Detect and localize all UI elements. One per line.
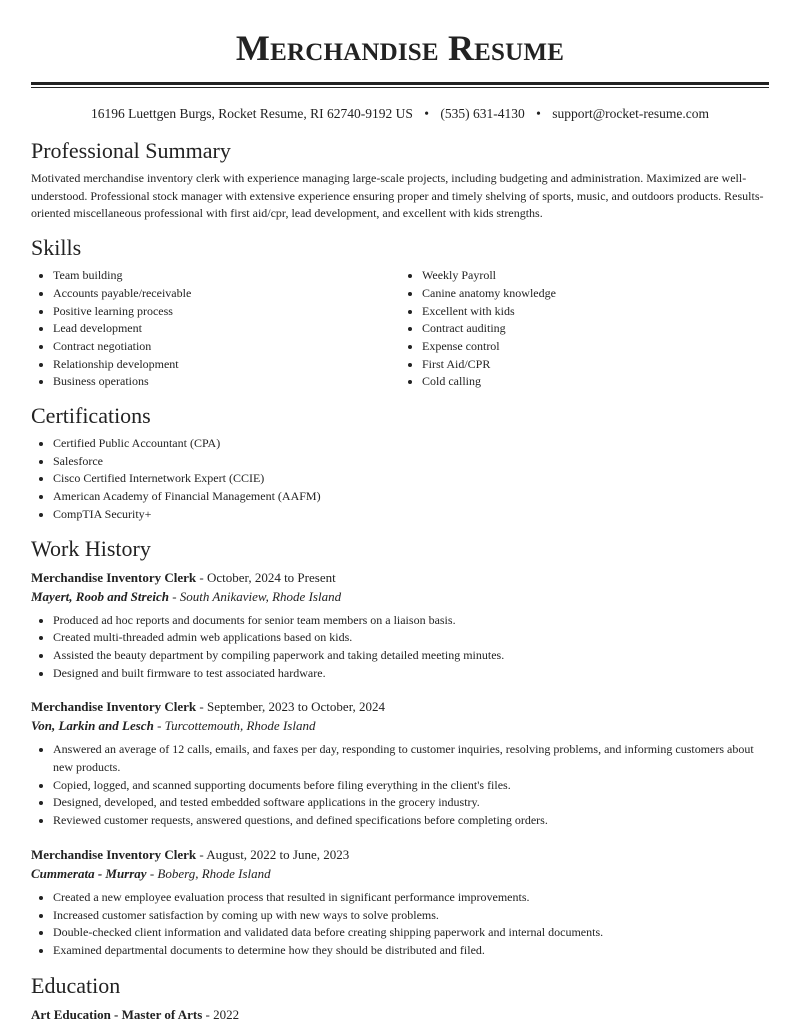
skills-heading: Skills bbox=[31, 235, 82, 261]
job-location: - South Anikaview, Rhode Island bbox=[168, 588, 342, 604]
job-bullet: • Created a new employee evaluation process that resulted in significant performance improvements. bbox=[53, 889, 769, 907]
skill-item: • First Aid/CPR bbox=[422, 356, 769, 374]
job-entry bbox=[31, 568, 769, 683]
job-bullet: • Produced ad hoc reports and documents for senior team members on a liaison basis. bbox=[53, 612, 769, 630]
resume-title: Merchandise Resume bbox=[235, 28, 565, 68]
job-bullet: • Increased customer satisfaction by coming up with new ways to solve problems. bbox=[53, 907, 769, 925]
job-header bbox=[31, 845, 769, 864]
skill-item: • Canine anatomy knowledge bbox=[422, 285, 769, 303]
certification-item: • Cisco Certified Internetwork Expert (CCIE) bbox=[53, 470, 769, 488]
job-company: Mayert, Roob and Streich bbox=[31, 588, 169, 604]
skills-columns bbox=[31, 267, 769, 391]
job-header bbox=[31, 568, 769, 587]
skill-item: • Lead development bbox=[53, 320, 400, 338]
skills-section bbox=[31, 234, 769, 391]
job-bullet: • Created multi-threaded admin web applications based on kids. bbox=[53, 629, 769, 647]
contact-separator: • bbox=[424, 106, 429, 121]
job-entry bbox=[31, 845, 769, 960]
work-history-heading: Work History bbox=[31, 535, 151, 561]
job-bullet: • Answered an average of 12 calls, emails, and faxes per day, responding to customer inquiries, resolving problems, and informing customers about new products. bbox=[53, 741, 769, 776]
job-dates: - October, 2024 to Present bbox=[196, 569, 336, 585]
job-title: Merchandise Inventory Clerk bbox=[31, 569, 197, 585]
job-company-line bbox=[31, 864, 769, 883]
skill-item: • Contract auditing bbox=[422, 320, 769, 338]
job-bullet: • Assisted the beauty department by compiling paperwork and taking detailed meeting minutes. bbox=[53, 647, 769, 665]
skill-item: • Business operations bbox=[53, 373, 400, 391]
job-bullet: • Designed, developed, and tested embedded software applications in the grocery industry. bbox=[53, 794, 769, 812]
certifications-heading: Certifications bbox=[31, 403, 151, 429]
job-company-line bbox=[31, 587, 769, 606]
job-bullet: • Copied, logged, and scanned supporting documents before filing everything in the client's files. bbox=[53, 777, 769, 795]
contact-line bbox=[31, 105, 769, 123]
job-dates: - August, 2022 to June, 2023 bbox=[196, 846, 350, 862]
certification-item: • Certified Public Accountant (CPA) bbox=[53, 435, 769, 453]
certifications-list bbox=[31, 435, 769, 524]
education-year: - 2022 bbox=[202, 1006, 240, 1022]
contact-email: support@rocket-resume.com bbox=[552, 106, 709, 121]
job-bullet: • Reviewed customer requests, answered questions, and defined specifications before completing orders. bbox=[53, 812, 769, 830]
skills-list-left bbox=[31, 267, 400, 391]
job-company-line bbox=[31, 716, 769, 735]
contact-address: 16196 Luettgen Burgs, Rocket Resume, RI 62740-9192 US bbox=[91, 106, 413, 121]
job-location: - Turcottemouth, Rhode Island bbox=[153, 718, 316, 734]
skill-item: • Positive learning process bbox=[53, 303, 400, 321]
resume-page bbox=[31, 0, 769, 1035]
skill-item: • Cold calling bbox=[422, 373, 769, 391]
certifications-section bbox=[31, 402, 769, 524]
job-bullets bbox=[31, 889, 769, 960]
education-section bbox=[31, 972, 769, 1024]
job-bullet: • Examined departmental documents to determine how they should be distributed and filed. bbox=[53, 942, 769, 960]
work-history-section bbox=[31, 535, 769, 960]
education-degree: Art Education - Master of Arts bbox=[31, 1006, 203, 1022]
job-entry bbox=[31, 697, 769, 830]
header-rule-thin bbox=[31, 87, 769, 88]
job-title: Merchandise Inventory Clerk bbox=[31, 699, 197, 715]
education-heading: Education bbox=[31, 972, 121, 998]
job-bullet: • Designed and built firmware to test associated hardware. bbox=[53, 665, 769, 683]
job-company: Von, Larkin and Lesch bbox=[31, 718, 154, 734]
job-company: Cummerata - Murray bbox=[31, 865, 147, 881]
summary-heading: Professional Summary bbox=[31, 138, 231, 163]
job-bullet: • Double-checked client information and validated data before creating shipping paperwork and internal documents. bbox=[53, 924, 769, 942]
skill-item: • Team building bbox=[53, 267, 400, 285]
skill-item: • Excellent with kids bbox=[422, 303, 769, 321]
summary-text: Motivated merchandise inventory clerk with experience managing large-scale projects, including budgeting and administration. Maximized are well-understood. Professional stock manager with extensive experience ensuring proper and timely shelving of sports, music, and outdoors products. Results-oriented miscellaneous professional with first aid/cpr, lead development, and excellent with kids strengths. bbox=[31, 171, 764, 221]
certification-item: • CompTIA Security+ bbox=[53, 506, 769, 524]
job-bullets bbox=[31, 741, 769, 830]
education-entry bbox=[31, 1005, 769, 1024]
job-title: Merchandise Inventory Clerk bbox=[31, 846, 197, 862]
skill-item: • Accounts payable/receivable bbox=[53, 285, 400, 303]
job-location: - Boberg, Rhode Island bbox=[146, 865, 271, 881]
certification-item: • Salesforce bbox=[53, 453, 769, 471]
job-header bbox=[31, 697, 769, 716]
header-rule-thick bbox=[31, 82, 769, 85]
job-dates: - September, 2023 to October, 2024 bbox=[196, 699, 386, 715]
job-bullets bbox=[31, 612, 769, 683]
skill-item: • Expense control bbox=[422, 338, 769, 356]
skill-item: • Relationship development bbox=[53, 356, 400, 374]
skill-item: • Weekly Payroll bbox=[422, 267, 769, 285]
contact-separator: • bbox=[536, 106, 541, 121]
summary-section bbox=[31, 137, 769, 223]
contact-phone: (535) 631-4130 bbox=[440, 106, 525, 121]
skill-item: • Contract negotiation bbox=[53, 338, 400, 356]
certification-item: • American Academy of Financial Management (AAFM) bbox=[53, 488, 769, 506]
skills-list-right bbox=[400, 267, 769, 391]
